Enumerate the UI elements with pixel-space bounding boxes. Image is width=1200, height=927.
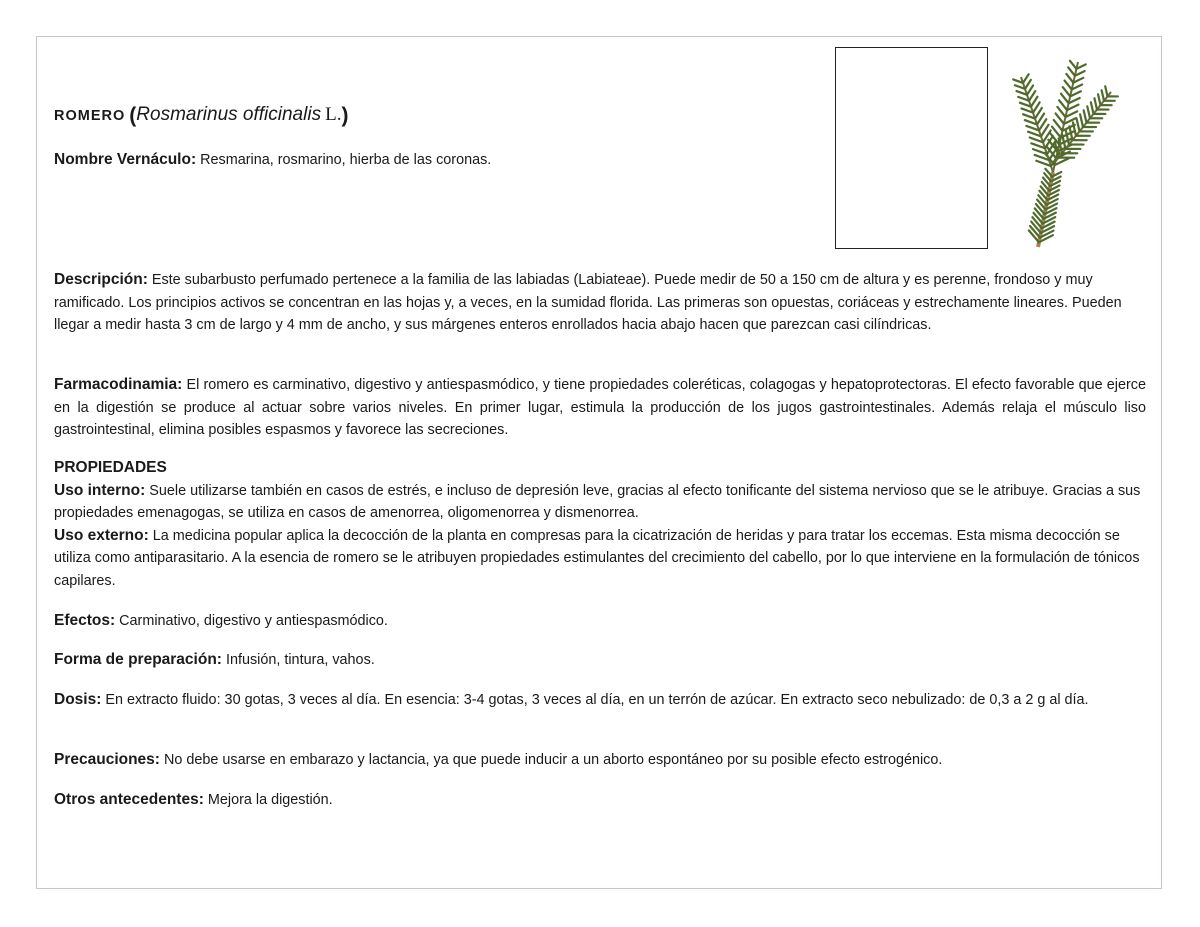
- vernacular-label: Nombre Vernáculo:: [54, 151, 197, 168]
- precautions-text: No debe usarse en embarazo y lactancia, ya que puede inducir a un aborto espontáneo por su posible efecto estrogénico.: [159, 752, 943, 768]
- sprig-leaf: [1027, 85, 1033, 94]
- scientific-name: Rosmarinus officinalis: [136, 104, 322, 125]
- sprig-leaf: [1070, 61, 1076, 69]
- common-name: ROMERO: [54, 108, 126, 124]
- sprig-leaf: [1023, 74, 1029, 83]
- rosemary-sprig-image: [993, 52, 1143, 252]
- other-text: Mejora la digestión.: [203, 792, 333, 808]
- dosage-text: En extracto fluido: 30 gotas, 3 veces al día. En esencia: 3-4 gotas, 3 veces al día, en un terrón de azúcar. En extracto seco nebulizado: de 0,3 a 2 g al día.: [101, 692, 1089, 708]
- sprig-leaf: [1066, 74, 1073, 83]
- sprig-leaf: [1084, 110, 1087, 122]
- sprig-leaf: [1102, 90, 1104, 100]
- sprig-leaf: [1066, 130, 1069, 144]
- description-text: Este subarbusto perfumado pertenece a la familia de las labiadas (Labiateae). Puede medir de 50 a 150 cm de altura y es perenne, frondoso y muy ramificado. Los principios activos se concentran en las hojas y, a veces, en la sumidad florida. Las primeras son opuestas, coriáceas y estrechamente lineares. Pueden llegar a medir hasta 3 cm de largo y 4 mm de ancho, y sus márgenes enteros enrollados hacia abajo hacen que parezcan casi cilíndricas.: [54, 272, 1122, 333]
- sprig-leaf: [1094, 98, 1097, 109]
- sprig-leaf: [1105, 86, 1107, 96]
- precautions-label: Precauciones:: [54, 751, 160, 768]
- sprig-leaf: [1069, 126, 1072, 140]
- sprig-leaf: [1080, 114, 1083, 127]
- internal-use-text: Suele utilizarse también en casos de estrés, e incluso de depresión leve, gracias al efecto tonificante del sistema nervioso que se le atribuye. Gracias a sus propiedades emenagogas, se utiliza en casos de amenorrea, oligomenorrea y dismenorrea.: [54, 482, 1141, 521]
- description-label: Descripción:: [54, 271, 148, 288]
- external-use-label: Uso externo:: [54, 526, 149, 544]
- vernacular-name: [54, 151, 491, 169]
- sprig-leaf: [1068, 67, 1075, 75]
- sprig-leaf: [1077, 118, 1080, 131]
- effects-section: [54, 610, 1146, 633]
- other-section: [54, 789, 1146, 812]
- description-section: [54, 269, 1146, 337]
- other-label: Otros antecedentes:: [54, 791, 204, 808]
- precautions-section: [54, 749, 1146, 772]
- sprig-leaf: [1032, 217, 1041, 228]
- pharmacodynamics-section: [54, 374, 1146, 442]
- sprig-leaf: [1059, 100, 1067, 110]
- preparation-label: Forma de preparación:: [54, 651, 222, 668]
- sprig-leaf: [1091, 102, 1094, 114]
- external-use-text: La medicina popular aplica la decocción de la planta en compresas para la cicatrización de heridas y para tratar los eccemas. Esta misma decocción se utiliza como antiparasitario. A la esencia de romero se le atribuyen propiedades estimulantes del crecimiento del cabello, por lo que interviene en la formulación de tónicos capilares.: [54, 527, 1140, 589]
- preparation-section: [54, 649, 1146, 672]
- close-paren: ): [341, 104, 349, 127]
- sprig-leaf: [1025, 80, 1031, 89]
- sprig-leaf: [1061, 94, 1069, 104]
- author-abbrev: L.: [325, 104, 342, 125]
- properties-section: [54, 457, 1146, 592]
- sprig-leaf: [1031, 97, 1037, 107]
- sprig-leaf: [1087, 106, 1090, 118]
- sprig-leaf: [1030, 226, 1040, 238]
- vernacular-text: Resmarina, rosmarino, hierba de las coronas.: [196, 152, 492, 168]
- sprig-leaf: [1029, 91, 1035, 101]
- dosage-section: [54, 689, 1146, 712]
- open-paren: (: [129, 104, 137, 127]
- sprig-leaf: [1034, 213, 1043, 224]
- sprig-leaf: [1063, 87, 1070, 96]
- internal-use-label: Uso interno:: [54, 481, 146, 499]
- dosage-label: Dosis:: [54, 691, 102, 708]
- pharmacodynamics-text: El romero es carminativo, digestivo y antiespasmódico, y tiene propiedades coleréticas, colagogas y hepatoprotectoras. El efecto favorable que ejerce en la digestión se produce al actuar sobre varios niveles. En primer lugar, estimula la producción de los jugos gastrointestinales. Además relaja el músculo liso gastrointestinal, elimina posibles espasmos y favorece las secreciones.: [54, 377, 1146, 438]
- empty-photo-frame: [835, 47, 988, 249]
- sprig-leaf: [1065, 81, 1072, 90]
- effects-label: Efectos:: [54, 612, 116, 629]
- pharmacodynamics-label: Farmacodinamia:: [54, 376, 183, 393]
- sprig-leaf: [1098, 94, 1100, 105]
- plant-title: [54, 104, 348, 128]
- properties-heading: PROPIEDADES: [54, 459, 167, 476]
- effects-text: Carminativo, digestivo y antiespasmódico.: [115, 613, 388, 629]
- preparation-text: Infusión, tintura, vahos.: [221, 652, 375, 668]
- sprig-leaf: [1031, 222, 1041, 233]
